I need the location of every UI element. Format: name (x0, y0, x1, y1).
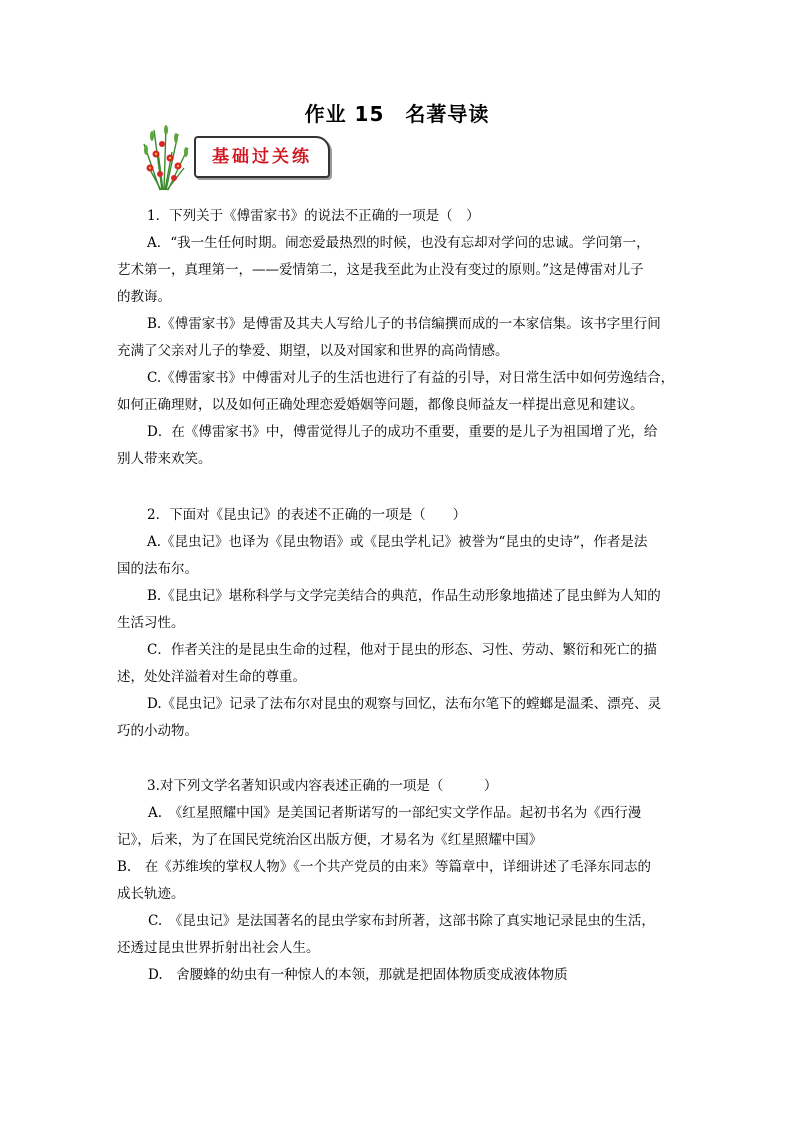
option-c-cont: 如何正确理财，以及如何正确处理恋爱婚姻等问题，都像良师益友一样提出意见和建议。 (117, 397, 644, 413)
option-c-cont: 述，处处洋溢着对生命的尊重。 (117, 669, 306, 685)
question-stem: 1．下列关于《傅雷家书》的说法不正确的一项是（ ） (147, 208, 480, 224)
option-b: B.《昆虫记》堪称科学与文学完美结合的典范，作品生动形象地描述了昆虫鲜为人知的 (147, 588, 661, 604)
section-badge (132, 122, 332, 192)
option-a: A.《昆虫记》也译为《昆虫物语》或《昆虫学札记》被誉为“昆虫的史诗”，作者是法 (147, 534, 648, 550)
question-stem: 3.对下列文学名著知识或内容表述正确的一项是（ ） (147, 778, 498, 794)
option-a: A．“我一生任何时期。闹恋爱最热烈的时候，也没有忘却对学问的忠诚。学问第一， (147, 235, 650, 251)
option-a-cont: 记》，后来，为了在国民党统治区出版方便，才易名为《红星照耀中国》 (117, 832, 543, 848)
option-c: C. 《昆虫记》是法国著名的昆虫学家布封所著，这部书除了真实地记录昆虫的生活， (148, 913, 655, 929)
option-a-cont: 艺术第一，真理第一，——爱情第二，这是我至此为止没有变过的原则。”这是傅雷对儿子 (117, 262, 644, 278)
option-d: D．在《傅雷家书》中，傅雷觉得儿子的成功不重要，重要的是儿子为祖国增了光，给 (147, 424, 658, 440)
option-d: D.《昆虫记》记录了法布尔对昆虫的观察与回忆，法布尔笔下的螳螂是温柔、漂亮、灵 (147, 696, 662, 712)
option-c: C.《傅雷家书》中傅雷对儿子的生活也进行了有益的引导，对日常生活中如何劳逸结合， (147, 370, 675, 386)
badge-label: 基础过关练 (212, 147, 312, 167)
option-a: A. 《红星照耀中国》是美国记者斯诺写的一部纪实文学作品。起初书名为《西行漫 (148, 805, 642, 821)
option-d-cont: 别人带来欢笑。 (117, 451, 212, 467)
question-stem: 2．下面对《昆虫记》的表述不正确的一项是（ ） (147, 507, 467, 523)
question-3 (117, 773, 682, 989)
option-a-cont: 的教诲。 (117, 289, 171, 305)
option-b: B.《傅雷家书》是傅雷及其夫人写给儿子的书信编撰而成的一本家信集。该书字里行间 (147, 316, 661, 332)
option-d-cont: 巧的小动物。 (117, 723, 198, 739)
option-c-cont: 还透过昆虫世界折射出社会人生。 (117, 940, 320, 956)
option-d: D. 舍腰蜂的幼虫有一种惊人的本领，那就是把固体物质变成液体物质 (148, 967, 568, 983)
plant-flower-icon (132, 122, 202, 192)
page-title: 作业 15 名著导读 (304, 102, 490, 126)
option-b-cont: 充满了父亲对儿子的挚爱、期望，以及对国家和世界的高尚情感。 (117, 343, 509, 359)
option-c: C．作者关注的是昆虫生命的过程，他对于昆虫的形态、习性、劳动、繁衍和死亡的描 (147, 642, 657, 658)
question-1 (117, 203, 682, 473)
option-b: B. 在《苏维埃的掌权人物》《一个共产党员的由来》等篇章中，详细讲述了毛泽东同志的 (117, 859, 651, 875)
question-2 (117, 502, 682, 745)
option-b-cont: 生活习性。 (117, 615, 185, 631)
option-a-cont: 国的法布尔。 (117, 561, 198, 577)
option-b-cont: 成长轨迹。 (117, 886, 185, 902)
